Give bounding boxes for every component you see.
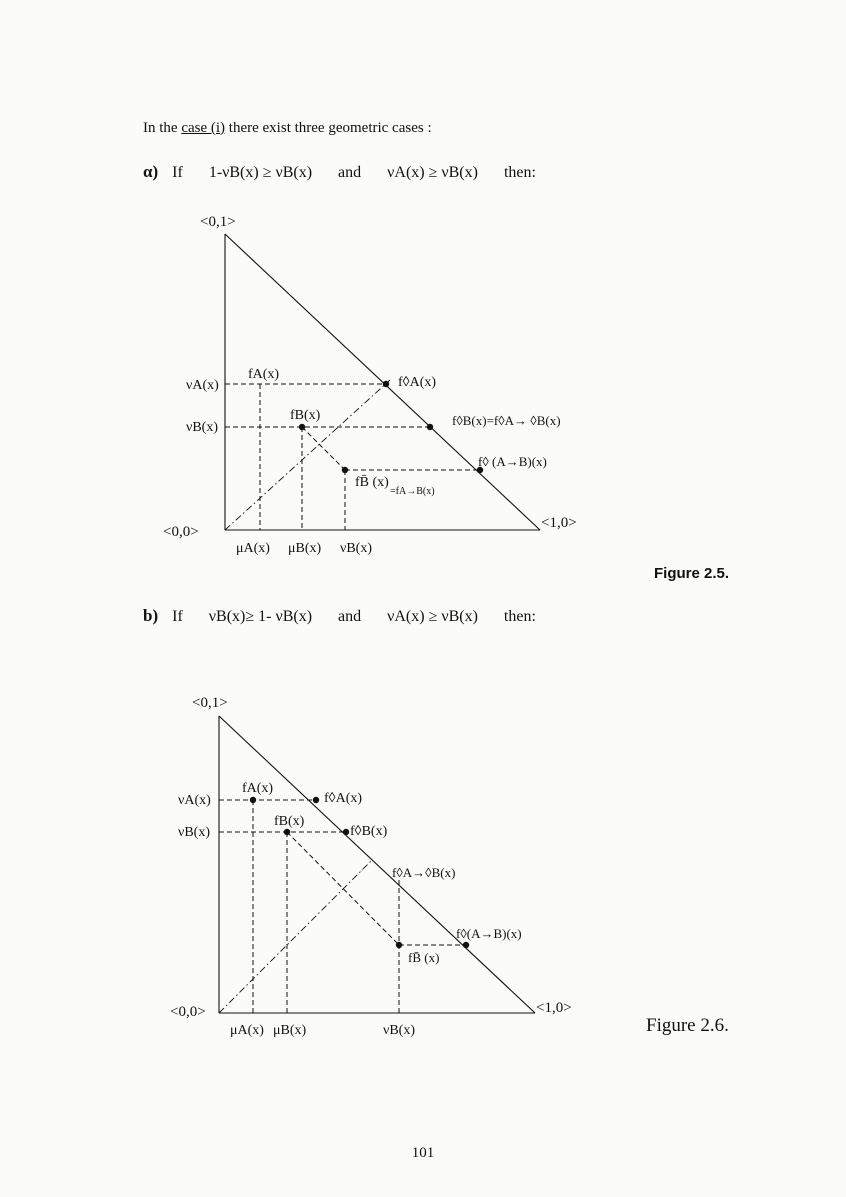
fig-a-label-fb: fB(x) <box>290 408 321 423</box>
case-b-marker: b) <box>143 606 159 625</box>
case-a-then: then: <box>503 164 536 181</box>
fig-b-label-fob: f◊B(x) <box>350 824 388 839</box>
fig-a-label-fa: fA(x) <box>248 367 280 382</box>
case-b-cond2: νA(x) ≥ νB(x) <box>387 608 478 625</box>
fig-b-corner-origin: <0,0> <box>170 1004 206 1020</box>
case-a-cond1: 1-νB(x) ≥ νB(x) <box>208 164 313 181</box>
fig-b-label-fb: fB(x) <box>274 814 305 829</box>
fig-b-label-ua: μA(x) <box>230 1023 264 1038</box>
fig-b-label-foa-ob: f◊A→◊B(x) <box>392 865 456 880</box>
fig-b-label-x-vb: νB(x) <box>383 1023 415 1038</box>
fig-a-corner-origin: <0,0> <box>163 524 199 540</box>
figure-2-6-caption: Figure 2.6. <box>646 1015 729 1036</box>
fig-b-label-foa: f◊A(x) <box>324 791 363 806</box>
fig-a-label-ub: μB(x) <box>288 541 322 556</box>
fig-a-label-ua: μA(x) <box>236 541 270 556</box>
fig-a-label-fo-ab: f◊ (A→B)(x) <box>478 454 547 469</box>
figure-2-5-caption: Figure 2.5. <box>654 565 730 582</box>
page-number: 101 <box>411 1145 435 1161</box>
fig-b-label-va: νA(x) <box>178 793 211 808</box>
fig-a-label-x-vb: νB(x) <box>340 541 372 556</box>
fig-b-point-fob <box>343 829 349 835</box>
case-b-then: then: <box>503 608 536 625</box>
fig-a-label-vb: νB(x) <box>186 420 218 435</box>
case-b-if: If <box>172 608 183 625</box>
fig-b-label-ub: μB(x) <box>273 1023 307 1038</box>
case-a-if: If <box>172 164 183 181</box>
fig-a-corner-top: <0,1> <box>200 214 236 230</box>
fig-b-point-fa <box>250 797 256 803</box>
fig-b-diagonal <box>219 860 372 1013</box>
fig-a-label-foa: f◊A(x) <box>398 375 437 390</box>
fig-b-label-fa: fA(x) <box>242 781 274 796</box>
fig-b-point-fbbar <box>396 942 402 948</box>
fig-b-label-fbbar: fB̄ (x) <box>408 950 440 965</box>
fig-a-label-fbbar: fB̄ (x) <box>355 475 389 490</box>
fig-b-point-fb <box>284 829 290 835</box>
fig-b-corner-right: <1,0> <box>536 1000 572 1016</box>
fig-b-hypotenuse <box>219 716 535 1013</box>
intro-prefix: In the <box>143 120 182 136</box>
case-a-marker: α) <box>143 162 159 181</box>
case-b-cond1: νB(x)≥ 1- νB(x) <box>208 608 313 625</box>
case-a-and: and <box>338 164 362 181</box>
fig-b-label-fo-ab: f◊(A→B)(x) <box>456 926 522 941</box>
fig-b-point-fo-ab <box>463 942 469 948</box>
fig-a-label-fob: f◊B(x)=f◊A→ ◊B(x) <box>452 413 561 428</box>
case-a-cond2: νA(x) ≥ νB(x) <box>387 164 478 181</box>
fig-a-label-fbbar-eq: =fA→B(x) <box>390 486 435 497</box>
fig-b-corner-top: <0,1> <box>192 695 228 711</box>
intro-case-reference: case (i) <box>181 120 226 136</box>
fig-b-label-vb: νB(x) <box>178 825 210 840</box>
intro-suffix: there exist three geometric cases : <box>225 120 432 136</box>
fig-b-point-foa <box>313 797 319 803</box>
fig-a-corner-right: <1,0> <box>541 515 577 531</box>
fig-a-label-va: νA(x) <box>186 378 219 393</box>
case-b-and: and <box>338 608 362 625</box>
